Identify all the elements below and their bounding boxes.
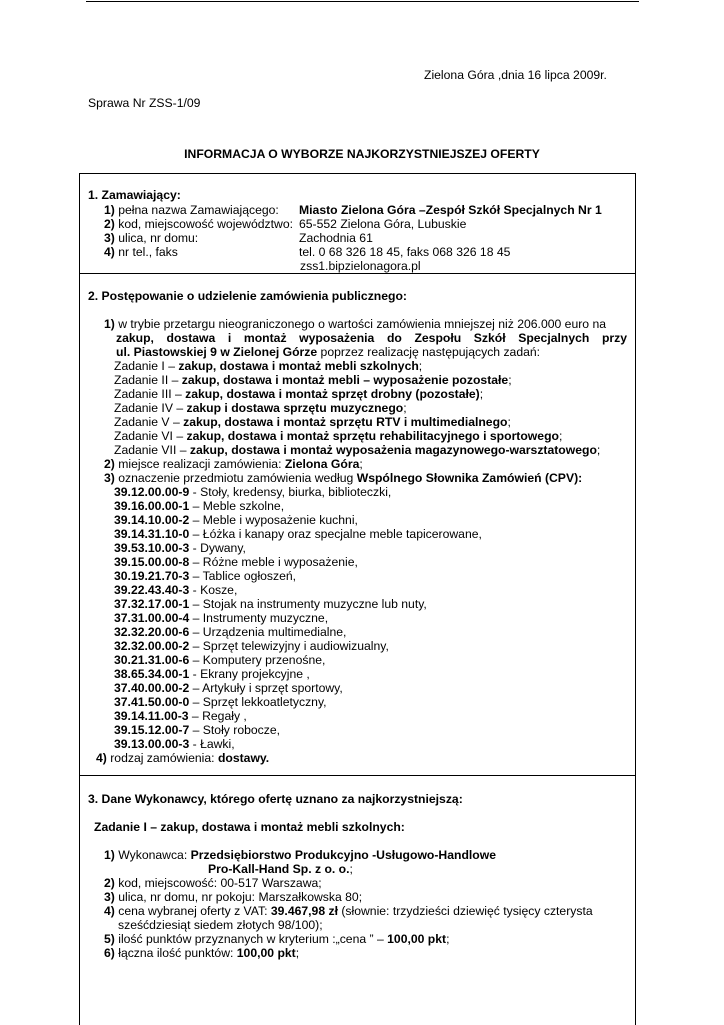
cpv-code-item: 30.19.21.70-3 – Tablice ogłoszeń, — [114, 569, 297, 583]
s3-task-heading: Zadanie I – zakup, dostawa i montaż mebli szkolnych: — [94, 820, 405, 834]
s1-row-1-label: 1) pełna nazwa Zamawiającego: — [104, 203, 279, 217]
s1-row-4-value: tel. 0 68 326 18 45, faks 068 326 18 45 — [299, 245, 511, 259]
cpv-code-item: 39.13.00.00-3 - Ławki, — [114, 737, 235, 751]
cpv-code-item: 39.15.00.00-8 – Różne meble i wyposażenie, — [114, 555, 358, 569]
task-7: Zadanie VII – zakup, dostawa i montaż wyposażenia magazynowego-warsztatowego; — [114, 443, 601, 457]
cpv-code-item: 39.15.12.00-7 – Stoły robocze, — [114, 723, 281, 737]
price-criterion-points: 5) ilość punktów przyznanych w kryterium :„cena ” – 100,00 pkt; — [104, 932, 450, 946]
s1-row-1-value: Miasto Zielona Góra –Zespół Szkół Specjalnych Nr 1 — [299, 203, 602, 217]
s2-point-4: 4) rodzaj zamówienia: dostawy. — [96, 751, 270, 765]
s1-website: zss1.bipzielonagora.pl — [300, 259, 421, 273]
section-2-heading: 2. Postępowanie o udzielenie zamówienia publicznego: — [88, 289, 407, 303]
case-number: Sprawa Nr ZSS-1/09 — [88, 96, 201, 110]
total-points: 6) łączna ilość punktów: 100,00 pkt; — [104, 946, 300, 960]
cpv-code-item: 39.16.00.00-1 – Meble szkolne, — [114, 499, 285, 513]
cpv-code-item: 39.22.43.40-3 - Kosze, — [114, 583, 238, 597]
s2-point-1: 1) w trybie przetargu nieograniczonego o wartości zamówienia mniejszej niż 206.000 euro na — [104, 317, 606, 331]
document-date: Zielona Góra ,dnia 16 lipca 2009r. — [424, 68, 607, 82]
contractor-name: 1) Wykonawca: Przedsiębiorstwo Produkcyjno -Usługowo-Handlowe — [104, 848, 496, 862]
contractor-street: 3) ulica, nr domu, nr pokoju: Marszałkowska 80; — [104, 890, 363, 904]
section-procurement-procedure — [79, 273, 636, 776]
cpv-code-item: 30.21.31.00-6 – Komputery przenośne, — [114, 653, 326, 667]
task-1: Zadanie I – zakup, dostawa i montaż mebli szkolnych; — [114, 359, 423, 373]
cpv-code-item: 37.40.00.00-2 – Artykuły i sprzęt sportowy, — [114, 681, 343, 695]
cpv-code-item: 39.14.10.00-2 – Meble i wyposażenie kuchni, — [114, 513, 358, 527]
cpv-code-item: 39.14.11.00-3 – Regały , — [114, 709, 247, 723]
cpv-code-item: 32.32.00.00-2 – Sprzęt telewizyjny i audiowizualny, — [114, 639, 389, 653]
task-4: Zadanie IV – zakup i dostawa sprzętu muzycznego; — [114, 401, 407, 415]
cpv-code-item: 39.12.00.00-9 - Stoły, kredensy, biurka, biblioteczki, — [114, 485, 392, 499]
cpv-code-item: 38.65.34.00-1 - Ekrany projekcyjne , — [114, 667, 310, 681]
task-3: Zadanie III – zakup, dostawa i montaż sprzęt drobny (pozostałe); — [114, 387, 484, 401]
cpv-code-item: 39.53.10.00-3 - Dywany, — [114, 541, 246, 555]
s2-point-1-location: ul. Piastowskiej 9 w Zielonej Górze poprzez realizację następujących zadań: — [116, 345, 541, 359]
section-1-heading: 1. Zamawiający: — [88, 188, 181, 202]
contractor-name-line2: Pro-Kall-Hand Sp. z o. o.; — [208, 862, 353, 876]
contractor-postal-city: 2) kod, miejscowość: 00-517 Warszawa; — [104, 876, 322, 890]
cpv-code-item: 37.31.00.00-4 – Instrumenty muzyczne, — [114, 611, 329, 625]
offer-price: 4) cena wybranej oferty z VAT: 39.467,98 zł (słownie: trzydzieści dziewięć tysięcy czterysta — [104, 904, 593, 918]
s1-row-3-label: 3) ulica, nr domu: — [104, 231, 199, 245]
s1-row-4-label: 4) nr tel., faks — [104, 245, 178, 259]
task-5: Zadanie V – zakup, dostawa i montaż sprzętu RTV i multimedialnego; — [114, 415, 511, 429]
task-6: Zadanie VI – zakup, dostawa i montaż sprzętu rehabilitacyjnego i sportowego; — [114, 429, 563, 443]
s2-point-3: 3) oznaczenie przedmiotu zamówienia według Wspólnego Słownika Zamówień (CPV): — [104, 471, 583, 485]
offer-price-words: sześćdziesiąt siedem złotych 98/100); — [118, 918, 323, 932]
cpv-code-item: 37.32.17.00-1 – Stojak na instrumenty muzyczne lub nuty, — [114, 597, 427, 611]
s2-point-2: 2) miejsce realizacji zamówienia: Zielona Góra; — [104, 457, 363, 471]
s1-row-2-value: 65-552 Zielona Góra, Lubuskie — [299, 217, 467, 231]
top-rule — [86, 1, 639, 2]
section-contracting-authority — [79, 173, 636, 274]
section-3-heading: 3. Dane Wykonawcy, którego ofertę uznano za najkorzystniejszą: — [88, 792, 463, 806]
cpv-code-item: 37.41.50.00-0 – Sprzęt lekkoatletyczny, — [114, 695, 327, 709]
section-winning-contractor — [79, 775, 636, 1025]
cpv-code-item: 39.14.31.10-0 – Łóżka i kanapy oraz specjalne meble tapicerowane, — [114, 527, 482, 541]
s1-row-2-label: 2) kod, miejscowość województwo: — [104, 217, 293, 231]
document-title: INFORMACJA O WYBORZE NAJKORZYSTNIEJSZEJ OFERTY — [184, 147, 540, 161]
s1-row-3-value: Zachodnia 61 — [299, 231, 373, 245]
s2-point-1-subject: zakup, dostawa i montaż wyposażenia do Zespołu Szkół Specjalnych przy — [116, 331, 627, 345]
cpv-code-item: 32.32.20.00-6 – Urządzenia multimedialne, — [114, 625, 347, 639]
task-2: Zadanie II – zakup, dostawa i montaż mebli – wyposażenie pozostałe; — [114, 373, 512, 387]
